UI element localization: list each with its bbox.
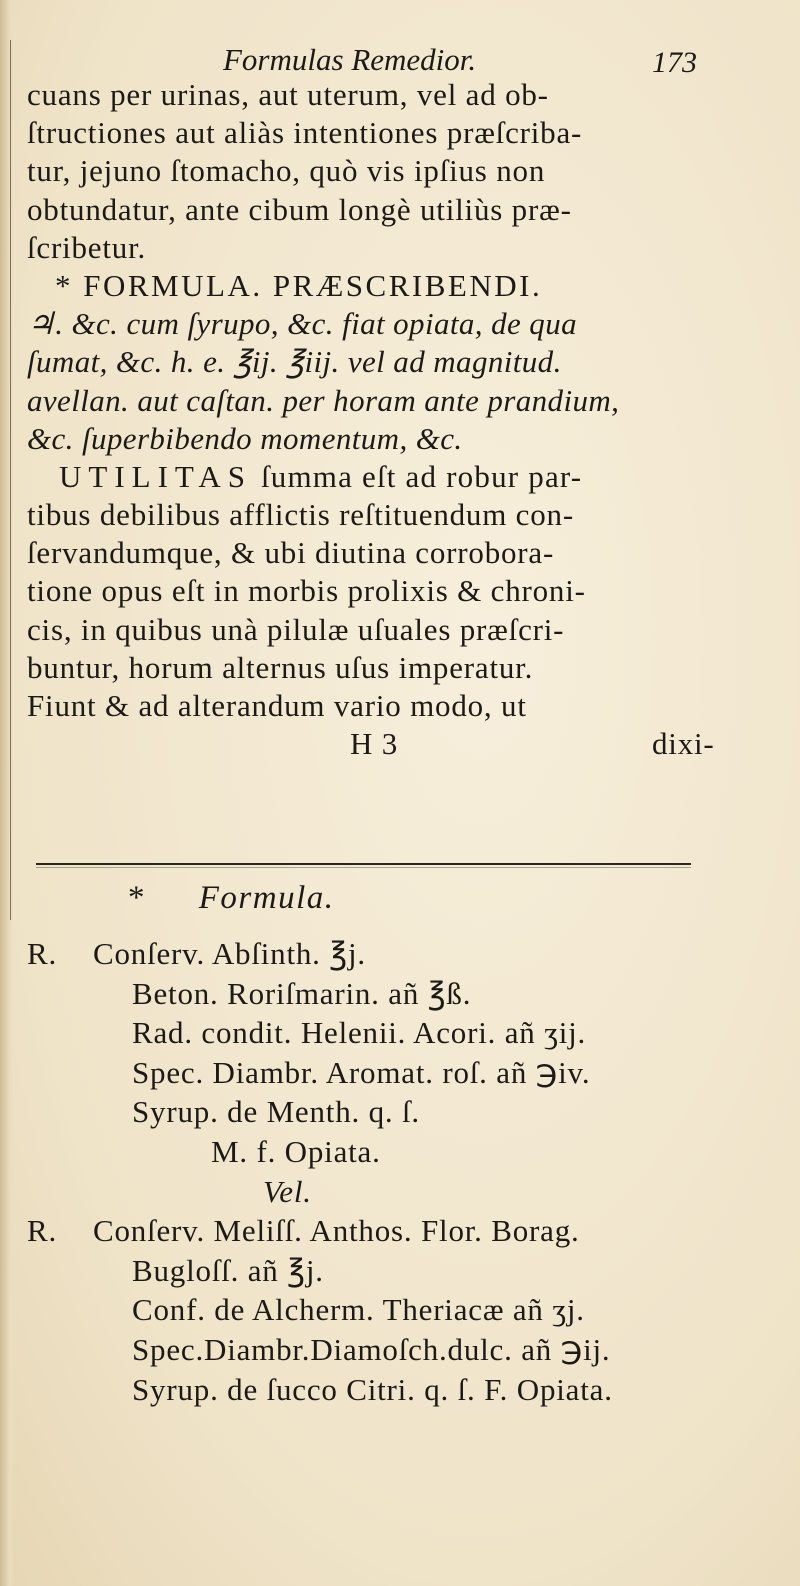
page-number: 173 <box>652 46 697 79</box>
recipe-line: Conf. de Alcherm. Theriacæ añ ʒj. <box>132 1292 585 1328</box>
text-line: cuans per urinas, aut uterum, vel ad ob- <box>27 77 549 112</box>
recipe-line: M. f. Opiata. <box>211 1133 381 1169</box>
recipe-line: Syrup. de Menth. q. ſ. <box>132 1094 420 1130</box>
recipe-line: Spec.Diambr.Diamoſch.dulc. añ ℈ij. <box>132 1331 611 1367</box>
text-line: ſcribetur. <box>27 229 147 265</box>
recipe-symbol: R. <box>27 936 58 971</box>
signature-mark: H 3 <box>350 726 399 762</box>
text-line: buntur, horum alternus uſus imperatur. <box>27 649 534 685</box>
recipe-line: Bugloſſ. añ ℥j. <box>132 1252 324 1288</box>
recipe-line <box>27 1211 787 1251</box>
text-line: tione opus eſt in morbis prolixis & chroni- <box>27 573 586 609</box>
recipe-list <box>27 934 787 1409</box>
running-head: Formulas Remedior. <box>223 42 477 77</box>
utilitas-rest: ſumma eſt ad robur par- <box>260 458 583 494</box>
utilitas-line <box>27 458 767 496</box>
vel-divider: Vel. <box>263 1173 312 1209</box>
signature-line <box>27 725 767 763</box>
italic-line: &c. ſuperbibendo momentum, &c. <box>27 420 463 456</box>
page-binding-shadow <box>0 0 14 1586</box>
formula-title-text: Formula. <box>198 880 335 916</box>
text-line: obtundatur, ante cibum longè utiliùs præ- <box>27 191 572 227</box>
section-heading: * FORMULA. PRÆSCRIBENDI. <box>55 267 543 303</box>
recipe-line: Syrup. de ſucco Citri. q. ſ. F. Opiata. <box>132 1371 613 1407</box>
ingredient: Conſerv. Abſinth. ℥j. <box>93 936 366 971</box>
italic-line: avellan. aut caſtan. per horam ante prandium, <box>27 382 620 418</box>
text-line: tur, jejuno ſtomacho, quò vis ipſius non <box>27 153 546 189</box>
recipe-symbol: R. <box>27 1213 58 1249</box>
italic-line: ♃. &c. cum ſyrupo, &c. fiat opiata, de qua <box>27 306 577 342</box>
italic-line: ſumat, &c. h. e. ℥ij. ℥iij. vel ad magnitud. <box>27 344 562 380</box>
ornamental-rule <box>36 863 691 865</box>
catchword: dixi- <box>652 726 715 762</box>
text-line: Fiunt & ad alterandum vario modo, ut <box>27 688 527 723</box>
utilitas-word: UTILITAS <box>59 458 252 494</box>
body-text <box>27 76 767 763</box>
text-line: tibus debilibus afflictis reſtituendum con- <box>27 497 574 533</box>
recipe-line: Beton. Roriſmarin. añ ℥ß. <box>132 975 472 1011</box>
text-line: ſtructiones aut aliàs intentiones præſcriba- <box>27 115 583 151</box>
ingredient: Conſerv. Meliſſ. Anthos. Flor. Borag. <box>93 1213 580 1249</box>
recipe-line <box>27 934 787 974</box>
recipe-line: Rad. condit. Helenii. Acori. añ ʒij. <box>132 1015 587 1051</box>
margin-rule <box>10 40 11 920</box>
text-line: cis, in quibus unà pilulæ uſuales præſcri- <box>27 611 565 647</box>
recipe-line: Spec. Diambr. Aromat. roſ. añ ℈iv. <box>132 1054 591 1090</box>
asterisk-mark: * <box>128 880 145 916</box>
text-line: ſervandumque, & ubi diutina corrobora- <box>27 535 555 571</box>
formula-title <box>128 880 335 917</box>
